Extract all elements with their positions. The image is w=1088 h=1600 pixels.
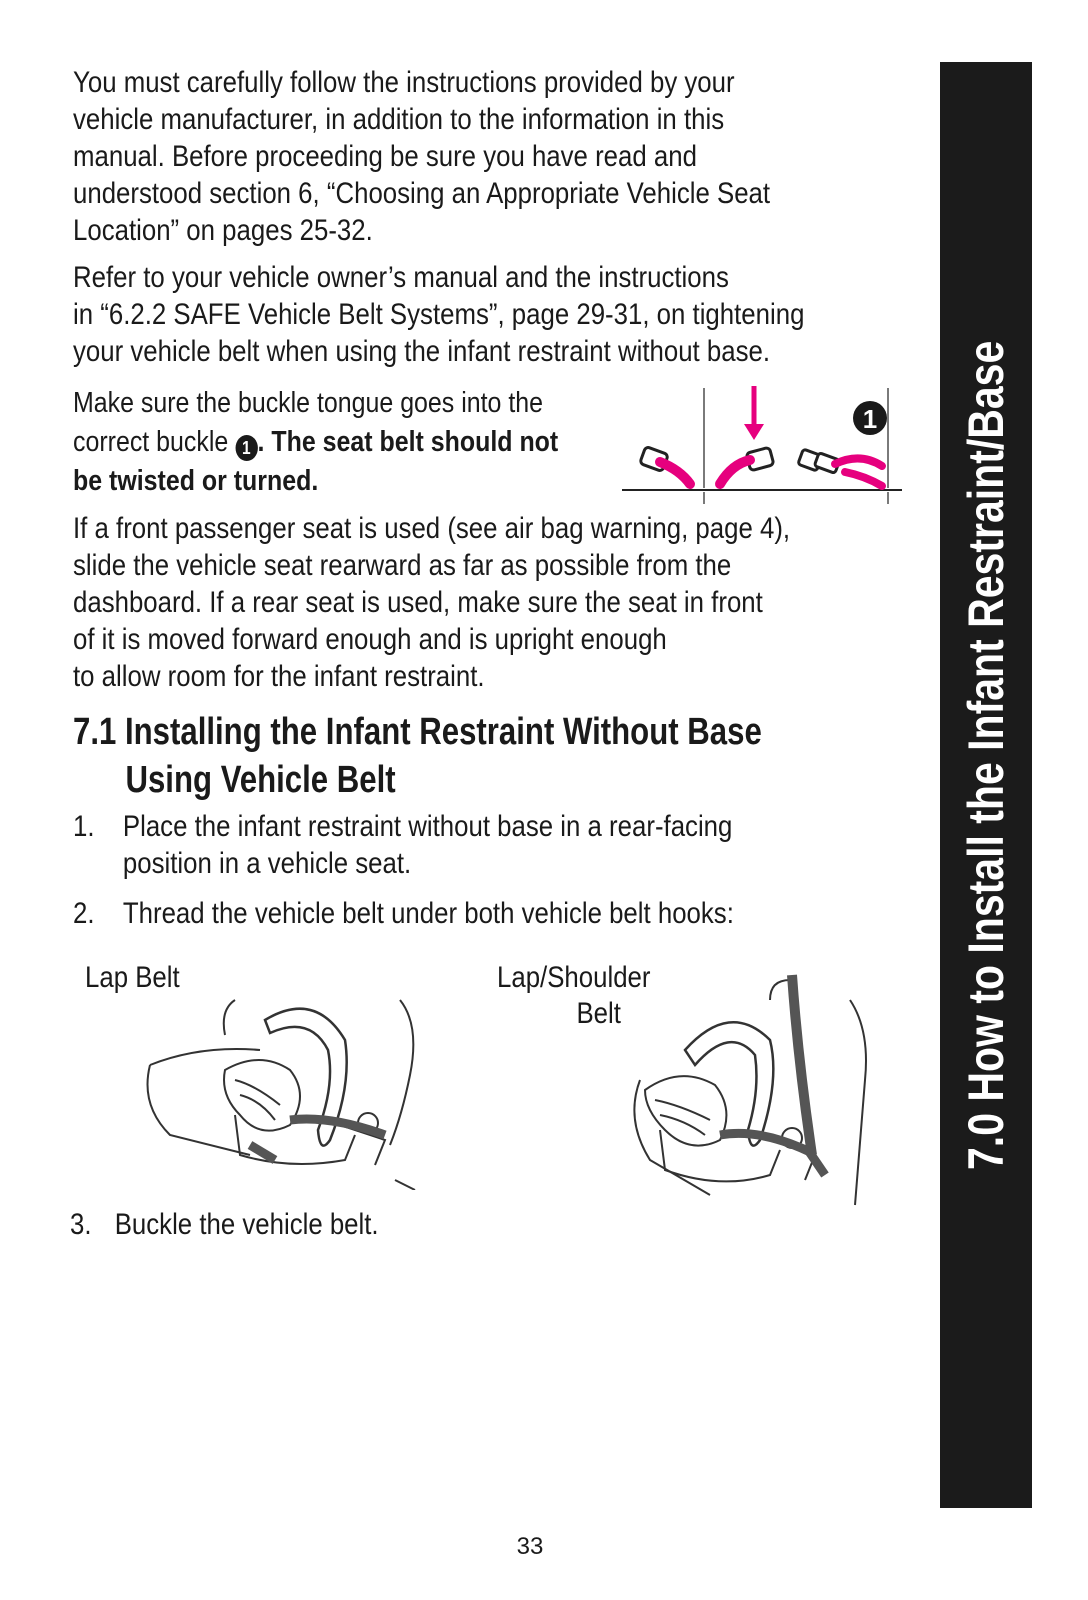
caption-line2: Belt xyxy=(576,997,621,1030)
step-number: 1. xyxy=(73,810,95,843)
section-heading xyxy=(73,708,762,804)
buckle-tongue-icon xyxy=(640,446,690,484)
step-2 xyxy=(73,895,734,932)
marker-1-icon xyxy=(853,401,887,435)
buckle-warning-line3: be twisted or turned. xyxy=(73,465,319,497)
chapter-title: 7.0 How to Install the Infant Restraint/Base xyxy=(958,340,1014,1170)
svg-text:1: 1 xyxy=(862,404,878,434)
seat-position-paragraph: If a front passenger seat is used (see air bag warning, page 4), slide the vehicle seat rearward as far as possible from the dashboard. If a rear seat is used, make sure the seat in front of it is moved forward enough and is upright enough to allow room for the infant restraint. xyxy=(73,512,791,693)
buckle-note-line2 xyxy=(73,423,558,461)
lap-belt-illustration xyxy=(140,995,425,1190)
buckle-connected-icon xyxy=(798,449,882,486)
section-heading-line2: Using Vehicle Belt xyxy=(125,759,396,801)
step-text: Place the infant restraint without base in a rear-facing position in a vehicle seat. xyxy=(122,810,733,880)
section-heading-line1: 7.1 Installing the Infant Restraint Without Base xyxy=(73,711,762,753)
step-3 xyxy=(70,1206,379,1243)
buckle-warning-text: . The seat belt should not xyxy=(257,426,559,458)
intro-paragraph: You must carefully follow the instructions provided by your vehicle manufacturer, in addition to the information in this manual. Before proceeding be sure you have read and understood section 6, “Choosing an Appropriate Vehicle Seat Location” on pages 25-32. xyxy=(73,66,771,247)
lap-shoulder-belt-illustration xyxy=(620,970,880,1220)
buckle-illustration xyxy=(620,380,905,505)
step-number: 3. xyxy=(70,1208,92,1241)
lap-belt-caption: Lap Belt xyxy=(85,961,180,994)
buckle-tongue-icon xyxy=(720,447,774,484)
step-text: Thread the vehicle belt under both vehicle belt hooks: xyxy=(122,897,734,930)
caption-line1: Lap/Shoulder xyxy=(497,961,651,994)
step-number: 2. xyxy=(73,897,95,930)
step-text: Buckle the vehicle belt. xyxy=(114,1208,379,1241)
page-number: 33 xyxy=(516,1533,544,1560)
marker-1-icon: 1 xyxy=(235,435,257,461)
owner-manual-paragraph: Refer to your vehicle owner’s manual and the instructions in “6.2.2 SAFE Vehicle Belt Systems”, page 29-31, on tightening your vehicle belt when using the infant restraint without base. xyxy=(73,261,805,368)
step-1 xyxy=(73,808,732,882)
buckle-note-line1: Make sure the buckle tongue goes into the xyxy=(73,387,544,419)
buckle-note-text: correct buckle xyxy=(73,426,229,458)
down-arrow-icon xyxy=(744,386,764,440)
